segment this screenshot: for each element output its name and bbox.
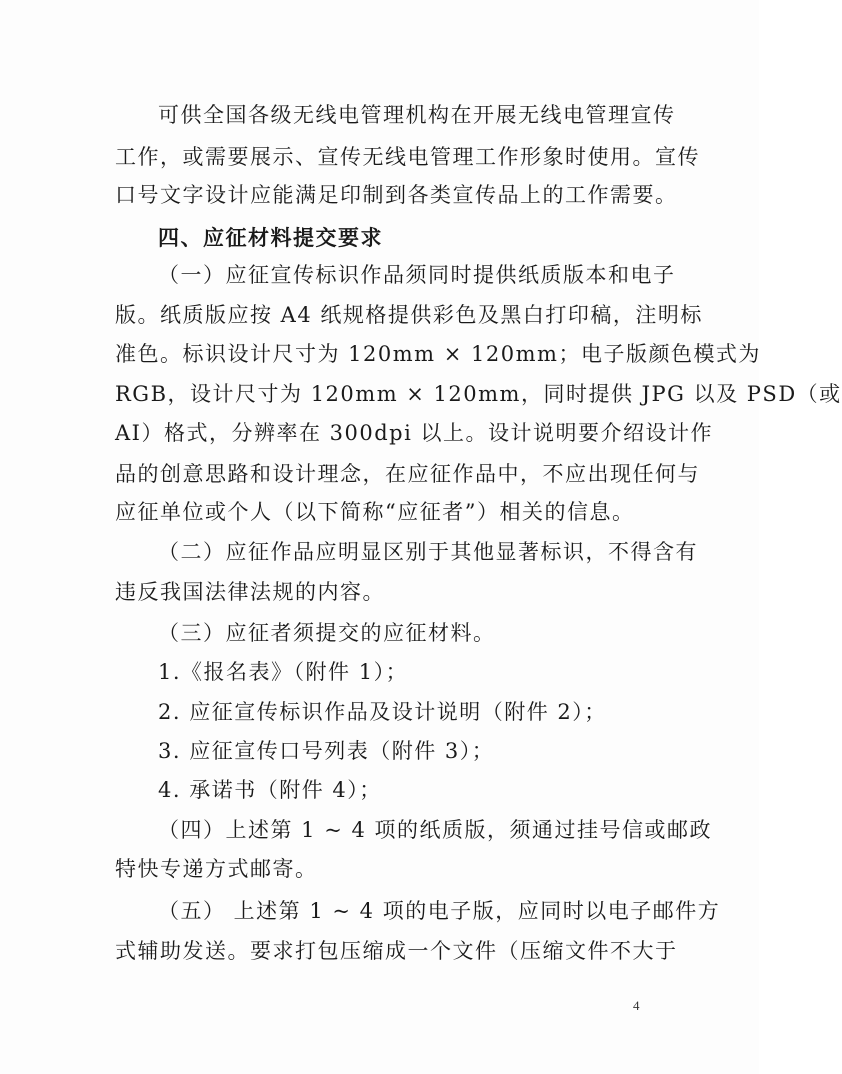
paragraph-line: 可供全国各级无线电管理机构在开展无线电管理宣传 [158,103,676,127]
list-item: 4. 承诺书（附件 4）； [158,778,382,802]
paragraph-line: （五） 上述第 1 ~ 4 项的电子版，应同时以电子邮件方 [158,899,721,923]
list-item: 3. 应征宣传口号列表（附件 3）； [158,739,495,763]
list-item: 2. 应征宣传标识作品及设计说明（附件 2）； [158,700,607,724]
paragraph-line: 工作，或需要展示、宣传无线电管理工作形象时使用。宣传 [115,145,700,169]
paragraph-line: 应征单位或个人（以下简称“应征者”）相关的信息。 [115,500,635,524]
paragraph-line: （二）应征作品应明显区别于其他显著标识，不得含有 [158,540,698,564]
paragraph-line: （三）应征者须提交的应征材料。 [158,621,496,645]
paragraph-line: 版。纸质版应按 A4 纸规格提供彩色及黑白打印稿，注明标 [115,303,703,327]
paragraph-line: 违反我国法律法规的内容。 [115,580,385,604]
paragraph-line: （一）应征宣传标识作品须同时提供纸质版本和电子 [158,263,676,287]
paragraph-line: 口号文字设计应能满足印制到各类宣传品上的工作需要。 [115,183,678,207]
paragraph-line: 特快专递方式邮寄。 [115,857,318,881]
paragraph-line: 式辅助发送。要求打包压缩成一个文件（压缩文件不大于 [115,939,678,963]
page-number: 4 [633,998,640,1013]
list-item: 1.《报名表》（附件 1）； [158,660,409,684]
section-heading: 四、应征材料提交要求 [158,226,383,250]
paragraph-line: RGB，设计尺寸为 120mm × 120mm，同时提供 JPG 以及 PSD（或 [115,382,842,406]
paragraph-line: （四）上述第 1 ~ 4 项的纸质版，须通过挂号信或邮政 [158,818,713,842]
paragraph-line: AI）格式，分辨率在 300dpi 以上。设计说明要介绍设计作 [115,421,713,445]
paragraph-line: 准色。标识设计尺寸为 120mm × 120mm；电子版颜色模式为 [115,342,761,366]
paragraph-line: 品的创意思路和设计理念，在应征作品中，不应出现任何与 [115,462,700,486]
